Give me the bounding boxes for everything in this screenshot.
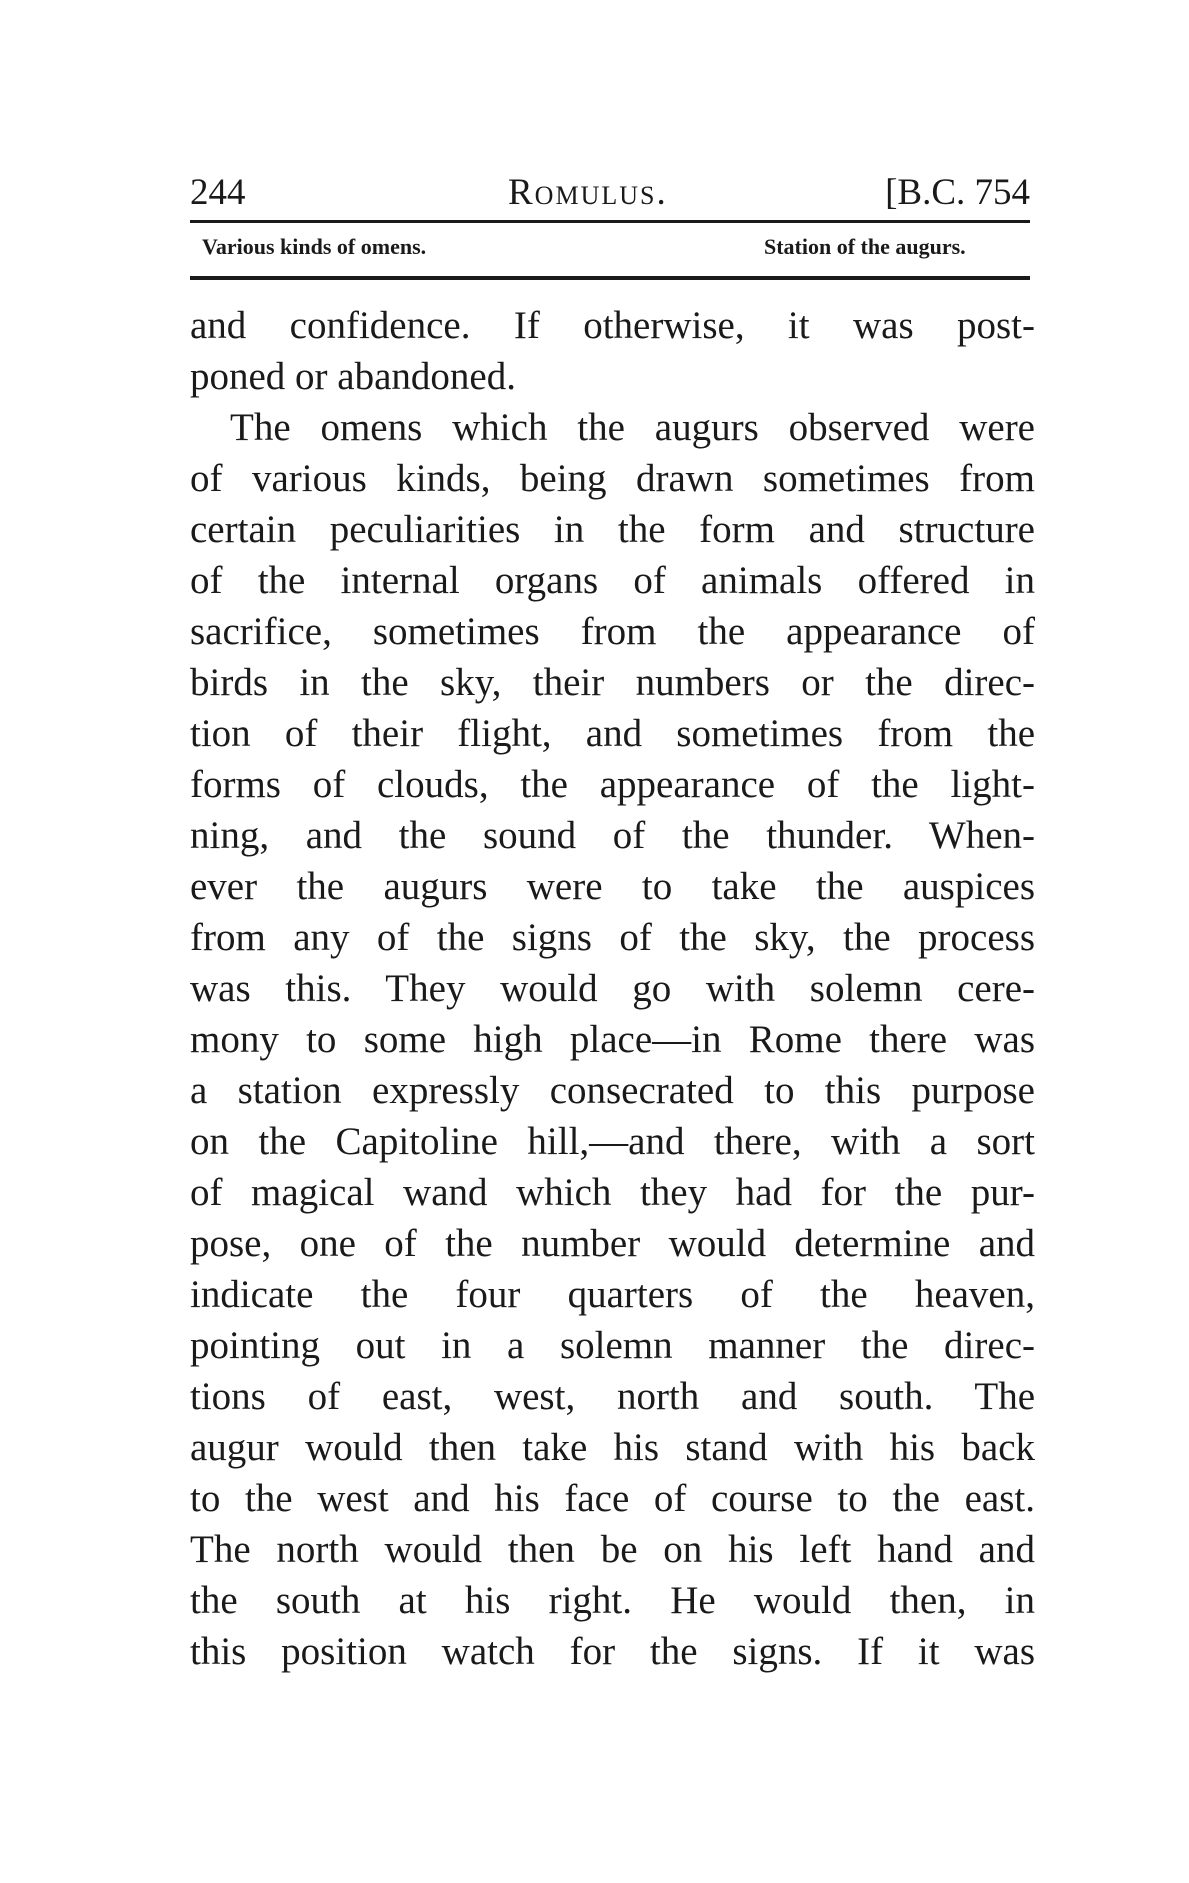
- text-line-6: of the internal organs of animals offered in: [190, 559, 1035, 602]
- page-number: 244: [190, 172, 246, 213]
- text-line-17: on the Capitoline hill,—and there, with a sort: [190, 1120, 1035, 1163]
- text-line-14: was this. They would go with solemn cere-: [190, 967, 1035, 1010]
- text-line-4: of various kinds, being drawn sometimes from: [190, 457, 1035, 500]
- text-line-1: and confidence. If otherwise, it was post-: [190, 304, 1035, 347]
- text-line-15: mony to some high place—in Rome there was: [190, 1018, 1035, 1061]
- text-line-21: pointing out in a solemn manner the direc-: [190, 1324, 1035, 1367]
- header-rule-top: [190, 220, 1030, 223]
- text-line-13: from any of the signs of the sky, the process: [190, 916, 1035, 959]
- left-subhead: Various kinds of omens.: [202, 234, 427, 259]
- running-head: [190, 168, 1030, 218]
- book-title: Romulus.: [508, 172, 668, 213]
- text-line-10: forms of clouds, the appearance of the light-: [190, 763, 1035, 806]
- body-text: [190, 300, 1035, 1677]
- text-line-19: pose, one of the number would determine and: [190, 1222, 1035, 1265]
- text-line-18: of magical wand which they had for the pur-: [190, 1171, 1035, 1214]
- text-line-23: augur would then take his stand with his back: [190, 1426, 1035, 1469]
- text-line-25: The north would then be on his left hand and: [190, 1528, 1035, 1571]
- text-line-26: the south at his right. He would then, in: [190, 1579, 1035, 1622]
- text-line-9: tion of their flight, and sometimes from the: [190, 712, 1035, 755]
- text-line-8: birds in the sky, their numbers or the direc-: [190, 661, 1035, 704]
- text-line-3: The omens which the augurs observed were: [230, 406, 1035, 449]
- text-line-7: sacrifice, sometimes from the appearance of: [190, 610, 1035, 653]
- text-line-20: indicate the four quarters of the heaven,: [190, 1273, 1035, 1316]
- right-subhead: Station of the augurs.: [764, 234, 966, 259]
- text-line-11: ning, and the sound of the thunder. When-: [190, 814, 1035, 857]
- text-line-24: to the west and his face of course to the east.: [190, 1477, 1035, 1520]
- text-line-27: this position watch for the signs. If it was: [190, 1630, 1035, 1673]
- text-line-12: ever the augurs were to take the auspices: [190, 865, 1035, 908]
- text-line-5: certain peculiarities in the form and structure: [190, 508, 1035, 551]
- text-line-22: tions of east, west, north and south. The: [190, 1375, 1035, 1418]
- date-reference: [B.C. 754: [885, 172, 1030, 213]
- header-rule-bottom: [190, 276, 1030, 280]
- text-line-2: poned or abandoned.: [190, 355, 516, 398]
- text-line-16: a station expressly consecrated to this purpose: [190, 1069, 1035, 1112]
